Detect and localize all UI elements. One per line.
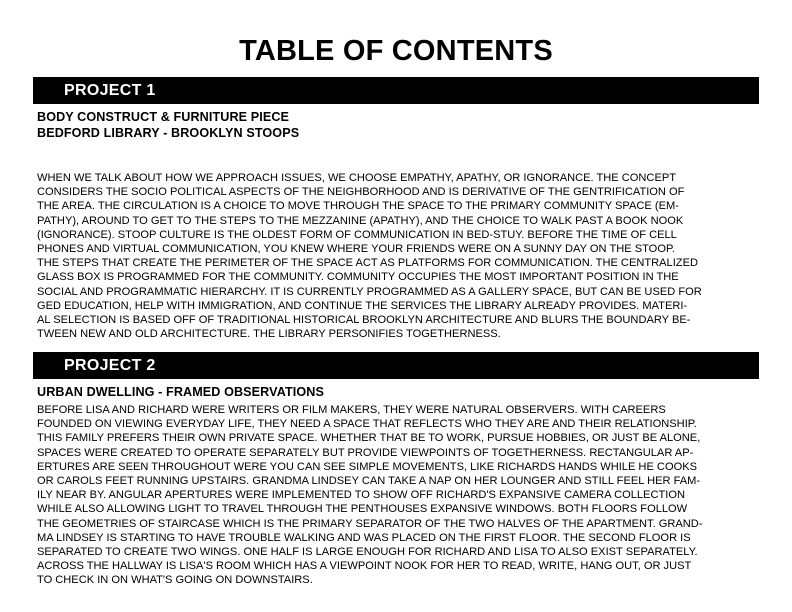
body-line: BEFORE LISA AND RICHARD WERE WRITERS OR FILM MAKERS, THEY WERE NATURAL OBSERVERS. WITH CAREERS [37, 404, 666, 416]
body-line: GED EDUCATION, HELP WITH IMMIGRATION, AND CONTINUE THE SERVICES THE LIBRARY ALREADY PROVIDES. MATERI- [37, 299, 688, 312]
body-line: SPACES WERE CREATED TO OPERATE SEPARATELY BUT PROVIDE VIEWPOINTS OF TOGETHERNESS. RECTANGULAR AP- [37, 446, 694, 459]
body-line: TWEEN NEW AND OLD ARCHITECTURE. THE LIBRARY PERSONIFIES TOGETHERNESS. [37, 328, 501, 341]
page-title: TABLE OF CONTENTS [239, 35, 553, 67]
body-line: THE STEPS THAT CREATE THE PERIMETER OF THE SPACE ACT AS PLATFORMS FOR COMMUNICATION. THE CENTRALIZED [37, 257, 698, 270]
body-line: ILY NEAR BY. ANGULAR APERTURES WERE IMPLEMENTED TO SHOW OFF RICHARD'S EXPANSIVE CAMERA COLLECTION [37, 489, 685, 502]
body-line: WHILE ALSO ALLOWING LIGHT TO TRAVEL THROUGH THE PENTHOUSES EXPANSIVE WINDOWS. BOTH FLOORS FOLLOW [37, 503, 688, 516]
body-line: ERTURES ARE SEEN THROUGHOUT WERE YOU CAN SEE SIMPLE MOVEMENTS, LIKE RICHARDS HANDS WHILE HE COOKS [37, 460, 697, 473]
body-line: SEPARATED TO CREATE TWO WINGS. ONE HALF IS LARGE ENOUGH FOR RICHARD AND LISA TO ALSO EXIST SEPARATELY. [37, 545, 698, 558]
project-2-description [37, 403, 761, 587]
body-line: MA LINDSEY IS STARTING TO HAVE TROUBLE WALKING AND WAS PLACED ON THE FIRST FLOOR. THE SECOND FLOOR IS [37, 531, 691, 544]
project-1-heading: PROJECT 1 [33, 77, 759, 104]
body-line: ACROSS THE HALLWAY IS LISA'S ROOM WHICH HAS A VIEWPOINT NOOK FOR HER TO READ, WRITE, HANG OUT, OR JUST [37, 560, 692, 573]
body-line: FOUNDED ON VIEWING EVERYDAY LIFE, THEY NEED A SPACE THAT REFLECTS WHO THEY ARE AND THEIR RELATIONSHIP. [37, 418, 697, 431]
body-line: TO CHECK IN ON WHAT'S GOING ON DOWNSTAIRS. [37, 574, 313, 587]
project-2-heading: PROJECT 2 [33, 352, 759, 379]
project-1-description [37, 171, 761, 341]
body-line: THE GEOMETRIES OF STAIRCASE WHICH IS THE PRIMARY SEPARATOR OF THE TWO HALVES OF THE APARTMENT. GRAND- [37, 517, 703, 530]
body-line: THIS FAMILY PREFERS THEIR OWN PRIVATE SPACE. WHETHER THAT BE TO WORK, PURSUE HOBBIES, OR JUST BE ALONE, [37, 432, 701, 445]
body-line: AL SELECTION IS BASED OFF OF TRADITIONAL HISTORICAL BROOKLYN ARCHITECTURE AND BLURS THE BOUNDARY BE- [37, 313, 691, 326]
body-line: THE AREA. THE CIRCULATION IS A CHOICE TO MOVE THROUGH THE SPACE TO THE PRIMARY COMMUNITY SPACE (EM- [37, 200, 679, 213]
body-line: PHONES AND VIRTUAL COMMUNICATION, YOU KNEW WHERE YOUR FRIENDS WERE ON A SUNNY DAY ON THE STOOP. [37, 242, 675, 255]
project-2-subtitle-1: URBAN DWELLING - FRAMED OBSERVATIONS [37, 385, 324, 399]
body-line: SOCIAL AND PROGRAMMATIC HIERARCHY. IT IS CURRENTLY PROGRAMMED AS A GALLERY SPACE, BUT CAN BE USED FOR [37, 285, 702, 298]
project-1-subtitle-2: BEDFORD LIBRARY - BROOKLYN STOOPS [37, 126, 300, 140]
body-line: OR CAROLS FEET RUNNING UPSTAIRS. GRANDMA LINDSEY CAN TAKE A NAP ON HER LOUNGER AND STILL FEEL HER FAM- [37, 474, 701, 487]
body-line: (IGNORANCE). STOOP CULTURE IS THE OLDEST FORM OF COMMUNICATION IN BED-STUY. BEFORE THE TIME OF CELL [37, 228, 677, 241]
project-1-subtitle-1: BODY CONSTRUCT & FURNITURE PIECE [37, 110, 290, 124]
body-line: PATHY), AROUND TO GET TO THE STEPS TO THE MEZZANINE (APATHY), AND THE CHOICE TO WALK PAST A BOOK NOOK [37, 214, 684, 227]
body-line: GLASS BOX IS PROGRAMMED FOR THE COMMUNITY. COMMUNITY OCCUPIES THE MOST IMPORTANT POSITION IN THE [37, 271, 679, 284]
body-line: WHEN WE TALK ABOUT HOW WE APPROACH ISSUES, WE CHOOSE EMPATHY, APATHY, OR IGNORANCE. THE CONCEPT [37, 172, 677, 184]
body-line: CONSIDERS THE SOCIO POLITICAL ASPECTS OF THE NEIGHBORHOOD AND IS DERIVATIVE OF THE GENTRIFICATION OF [37, 186, 685, 199]
